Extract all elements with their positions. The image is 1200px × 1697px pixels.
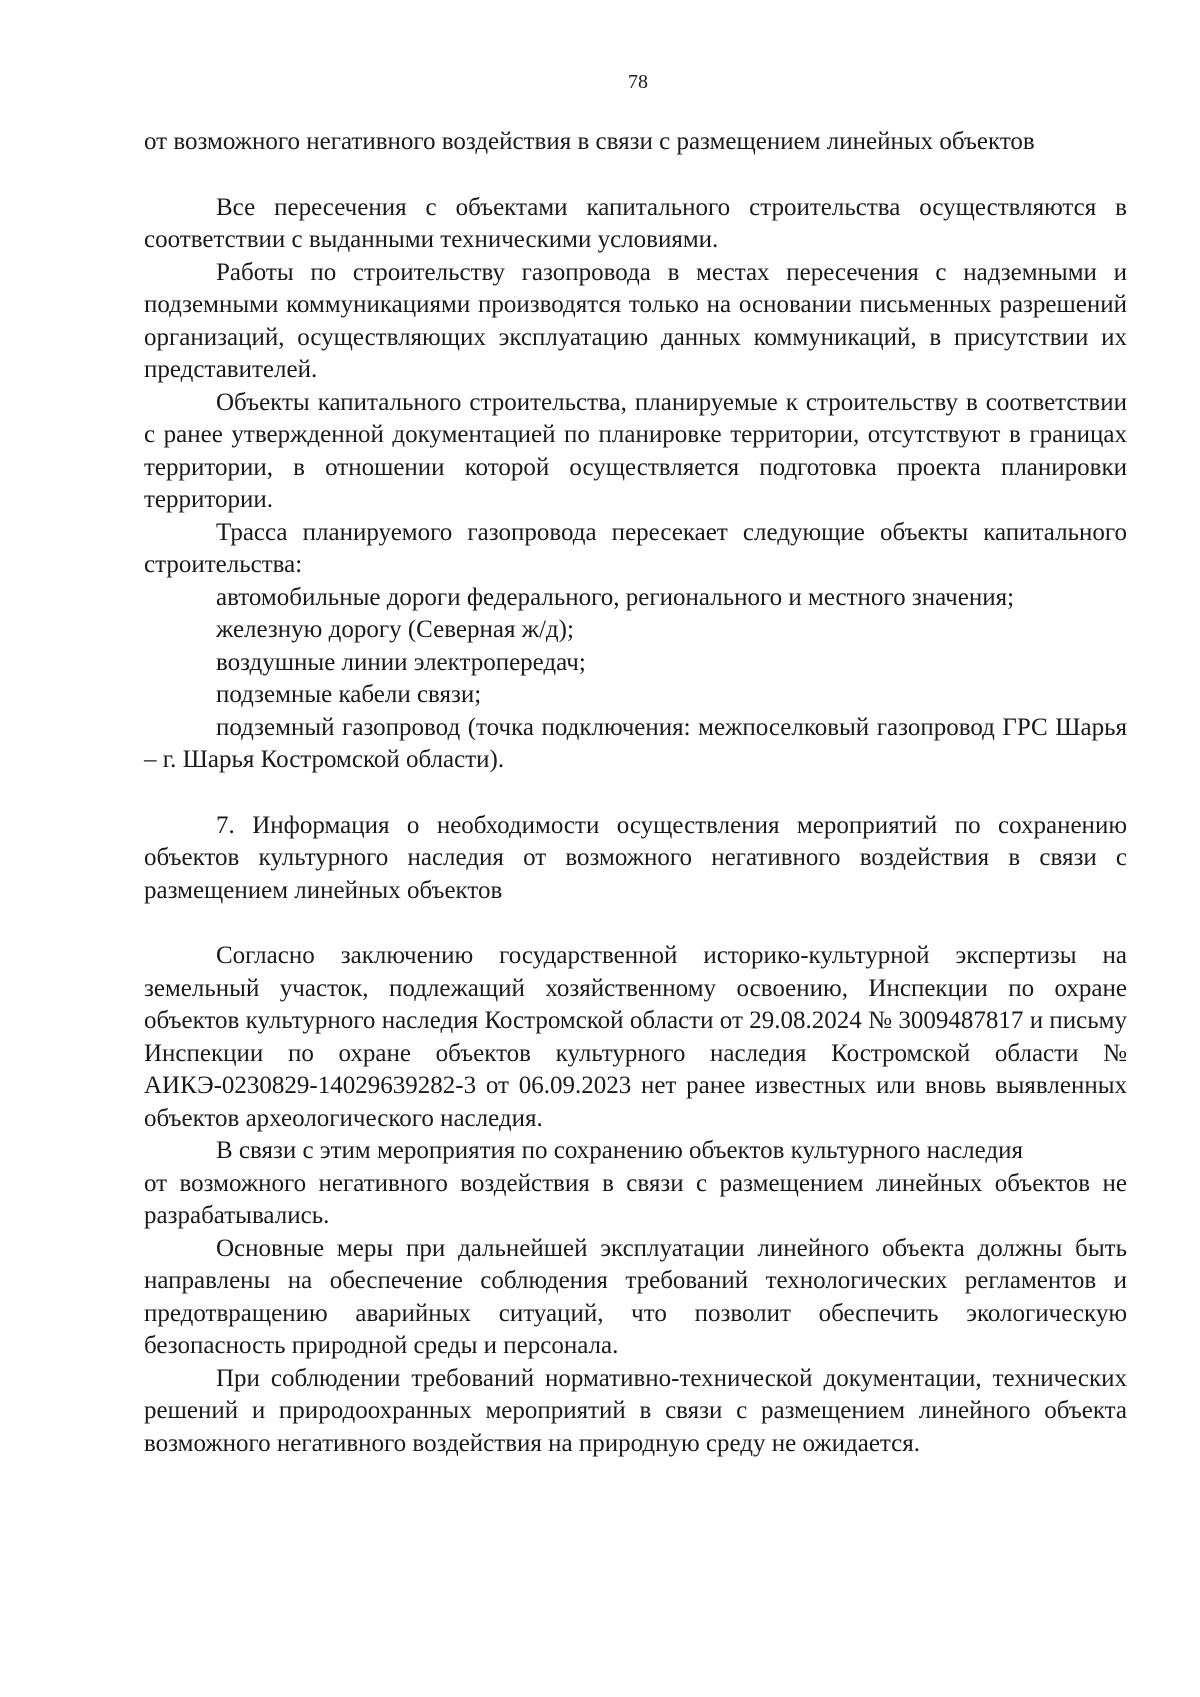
paragraph-measures-line2: от возможного негативного воздействия в связи с размещением линейных объектов не разрабатывались. [144, 1169, 1127, 1229]
paragraph-works-permits: Работы по строительству газопровода в местах пересечения с надземными и подземными коммуникациями производятся только на основании письменных разрешений организаций, осуществляющих эксплуатацию данных коммуникаций, в присутствии их представителей. [144, 258, 1127, 383]
spacer [144, 907, 1127, 940]
paragraph-planned-objects: Объекты капитального строительства, планируемые к строительству в соответствии с ранее утвержденной документацией по планировке территории, отсутствуют в границах территории, в отношении которой осуществляется подготовка проекта планировки территории. [144, 388, 1127, 513]
paragraph-route-crosses: Трасса планируемого газопровода пересекает следующие объекты капитального строительства: [144, 518, 1127, 578]
list-item-gas-pipeline: подземный газопровод (точка подключения: межпоселковый газопровод ГРС Шарья – г. Шарья Костромской области). [144, 713, 1127, 773]
paragraph-crossings-conditions: Все пересечения с объектами капитального строительства осуществляются в соответствии с выданными техническими условиями. [144, 193, 1127, 253]
page-number: 78 [628, 71, 648, 93]
paragraph-conclusion: При соблюдении требований нормативно-технической документации, технических решений и природоохранных мероприятий в связи с размещением линейного объекта возможного негативного воздействия на природную среду не ожидается. [144, 1364, 1127, 1457]
list-item-railway: железную дорогу (Северная ж/д); [216, 616, 574, 643]
paragraph-measures-line1: В связи с этим мероприятия по сохранению объектов культурного наследия [216, 1137, 1024, 1164]
paragraph-expertise: Согласно заключению государственной историко-культурной экспертизы на земельный участок, подлежащий хозяйственному освоению, Инспекции по охране объектов культурного наследия Костромской области от 29.08.2024 № 3009487817 и письму Инспекции по охране объектов культурного наследия Костромской области № АИКЭ-0230829-14029639282-3 от 06.09.2023 нет ранее известных или вновь выявленных объектов археологического наследия. [144, 942, 1127, 1132]
spacer [144, 777, 1127, 810]
spacer [144, 159, 1127, 192]
list-item-power-lines: воздушные линии электропередач; [216, 648, 586, 676]
list-item-roads: автомобильные дороги федерального, регионального и местного значения; [216, 583, 1015, 611]
heading-continuation: от возможного негативного воздействия в связи с размещением линейных объектов [144, 128, 1035, 155]
page-content [144, 126, 1127, 1460]
section-7-heading: 7. Информация о необходимости осуществления мероприятий по сохранению объектов культурного наследия от возможного негативного воздействия в связи с размещением линейных объектов [144, 811, 1127, 904]
paragraph-main-measures: Основные меры при дальнейшей эксплуатации линейного объекта должны быть направлены на обеспечение соблюдения требований технологических регламентов и предотвращению аварийных ситуаций, что позволит обеспечить экологическую безопасность природной среды и персонала. [144, 1234, 1127, 1359]
list-item-cables: подземные кабели связи; [216, 681, 482, 708]
